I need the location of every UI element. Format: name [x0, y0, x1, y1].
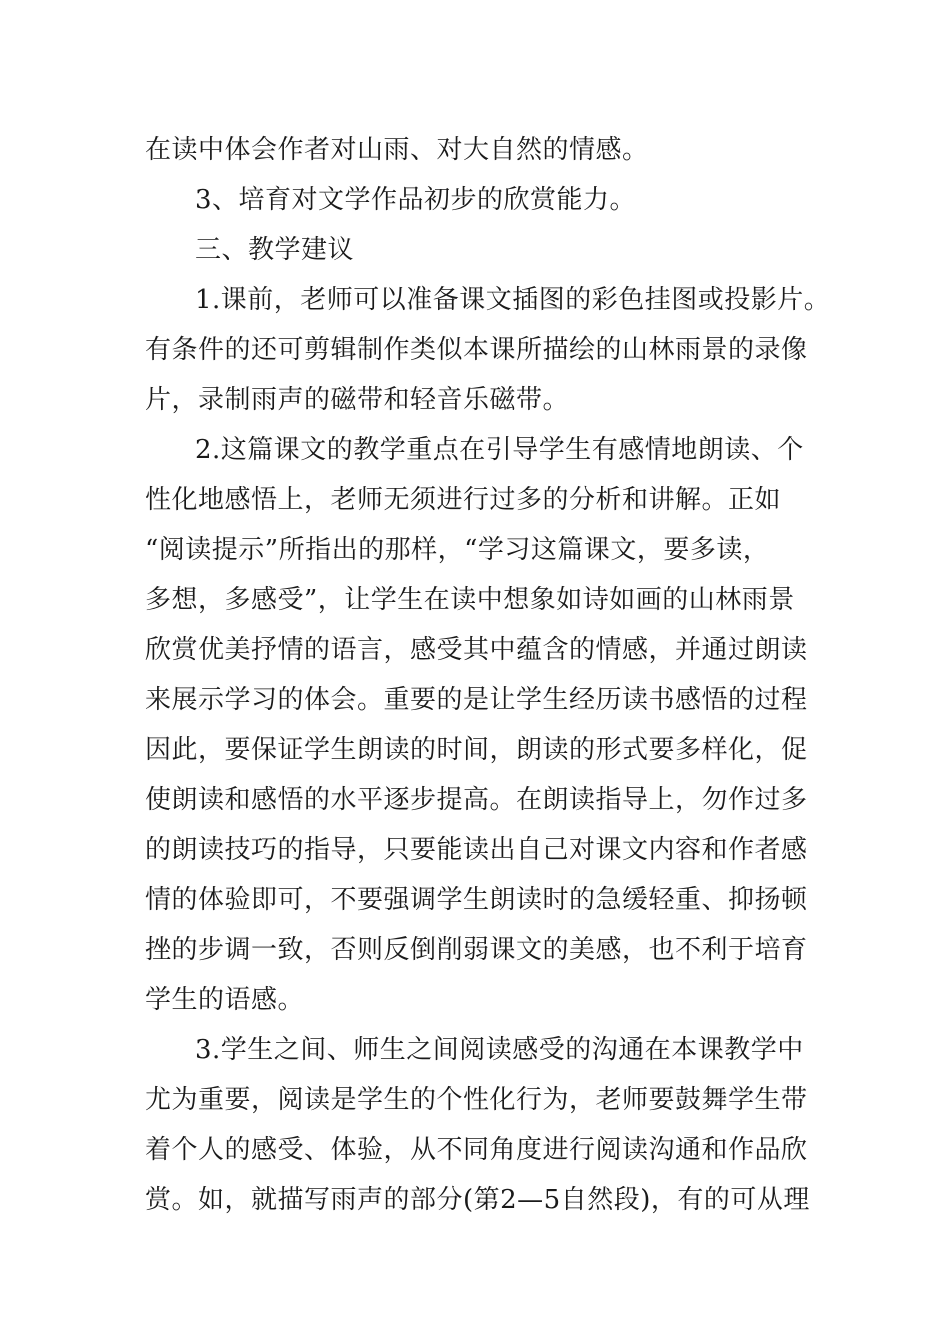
text-line: 着个人的感受、体验，从不同角度进行阅读沟通和作品欣: [145, 1135, 808, 1165]
text-line: 来展示学习的体会。重要的是让学生经历读书感悟的过程: [145, 685, 808, 715]
text-line: 学生的语感。: [145, 985, 305, 1015]
text-line: 在读中体会作者对山雨、对大自然的情感。: [145, 135, 649, 165]
text-line: 使朗读和感悟的水平逐步提高。在朗读指导上，勿作过多: [145, 785, 808, 815]
text-line: 情的体验即可，不要强调学生朗读时的急缓轻重、抑扬顿: [145, 885, 808, 915]
text-line: 因此，要保证学生朗读的时间，朗读的形式要多样化，促: [145, 735, 808, 765]
text-line: 欣赏优美抒情的语言，感受其中蕴含的情感，并通过朗读: [145, 635, 808, 665]
text-line: 有条件的还可剪辑制作类似本课所描绘的山林雨景的录像: [145, 335, 808, 365]
text-line: 3.学生之间、师生之间阅读感受的沟通在本课教学中: [195, 1035, 804, 1065]
text-line: 挫的步调一致，否则反倒削弱课文的美感，也不利于培育: [145, 935, 808, 965]
section-heading: 三、教学建议: [195, 235, 355, 265]
text-line: 尤为重要，阅读是学生的个性化行为，老师要鼓舞学生带: [145, 1085, 808, 1115]
text-line: 多想，多感受”，让学生在读中想象如诗如画的山林雨景: [145, 585, 795, 615]
text-line: 性化地感悟上，老师无须进行过多的分析和讲解。正如: [145, 485, 782, 515]
text-line: 片，录制雨声的磁带和轻音乐磁带。: [145, 385, 570, 415]
text-line: 赏。如，就描写雨声的部分(第2—5自然段)，有的可从理: [145, 1185, 810, 1215]
text-line: 3、培育对文学作品初步的欣赏能力。: [195, 185, 637, 215]
text-line: 1.课前，老师可以准备课文插图的彩色挂图或投影片。: [195, 285, 831, 315]
text-line: “阅读提示”所指出的那样，“学习这篇课文，要多读，: [145, 535, 770, 565]
text-line: 2.这篇课文的教学重点在引导学生有感情地朗读、个: [195, 435, 804, 465]
text-line: 的朗读技巧的指导，只要能读出自己对课文内容和作者感: [145, 835, 808, 865]
